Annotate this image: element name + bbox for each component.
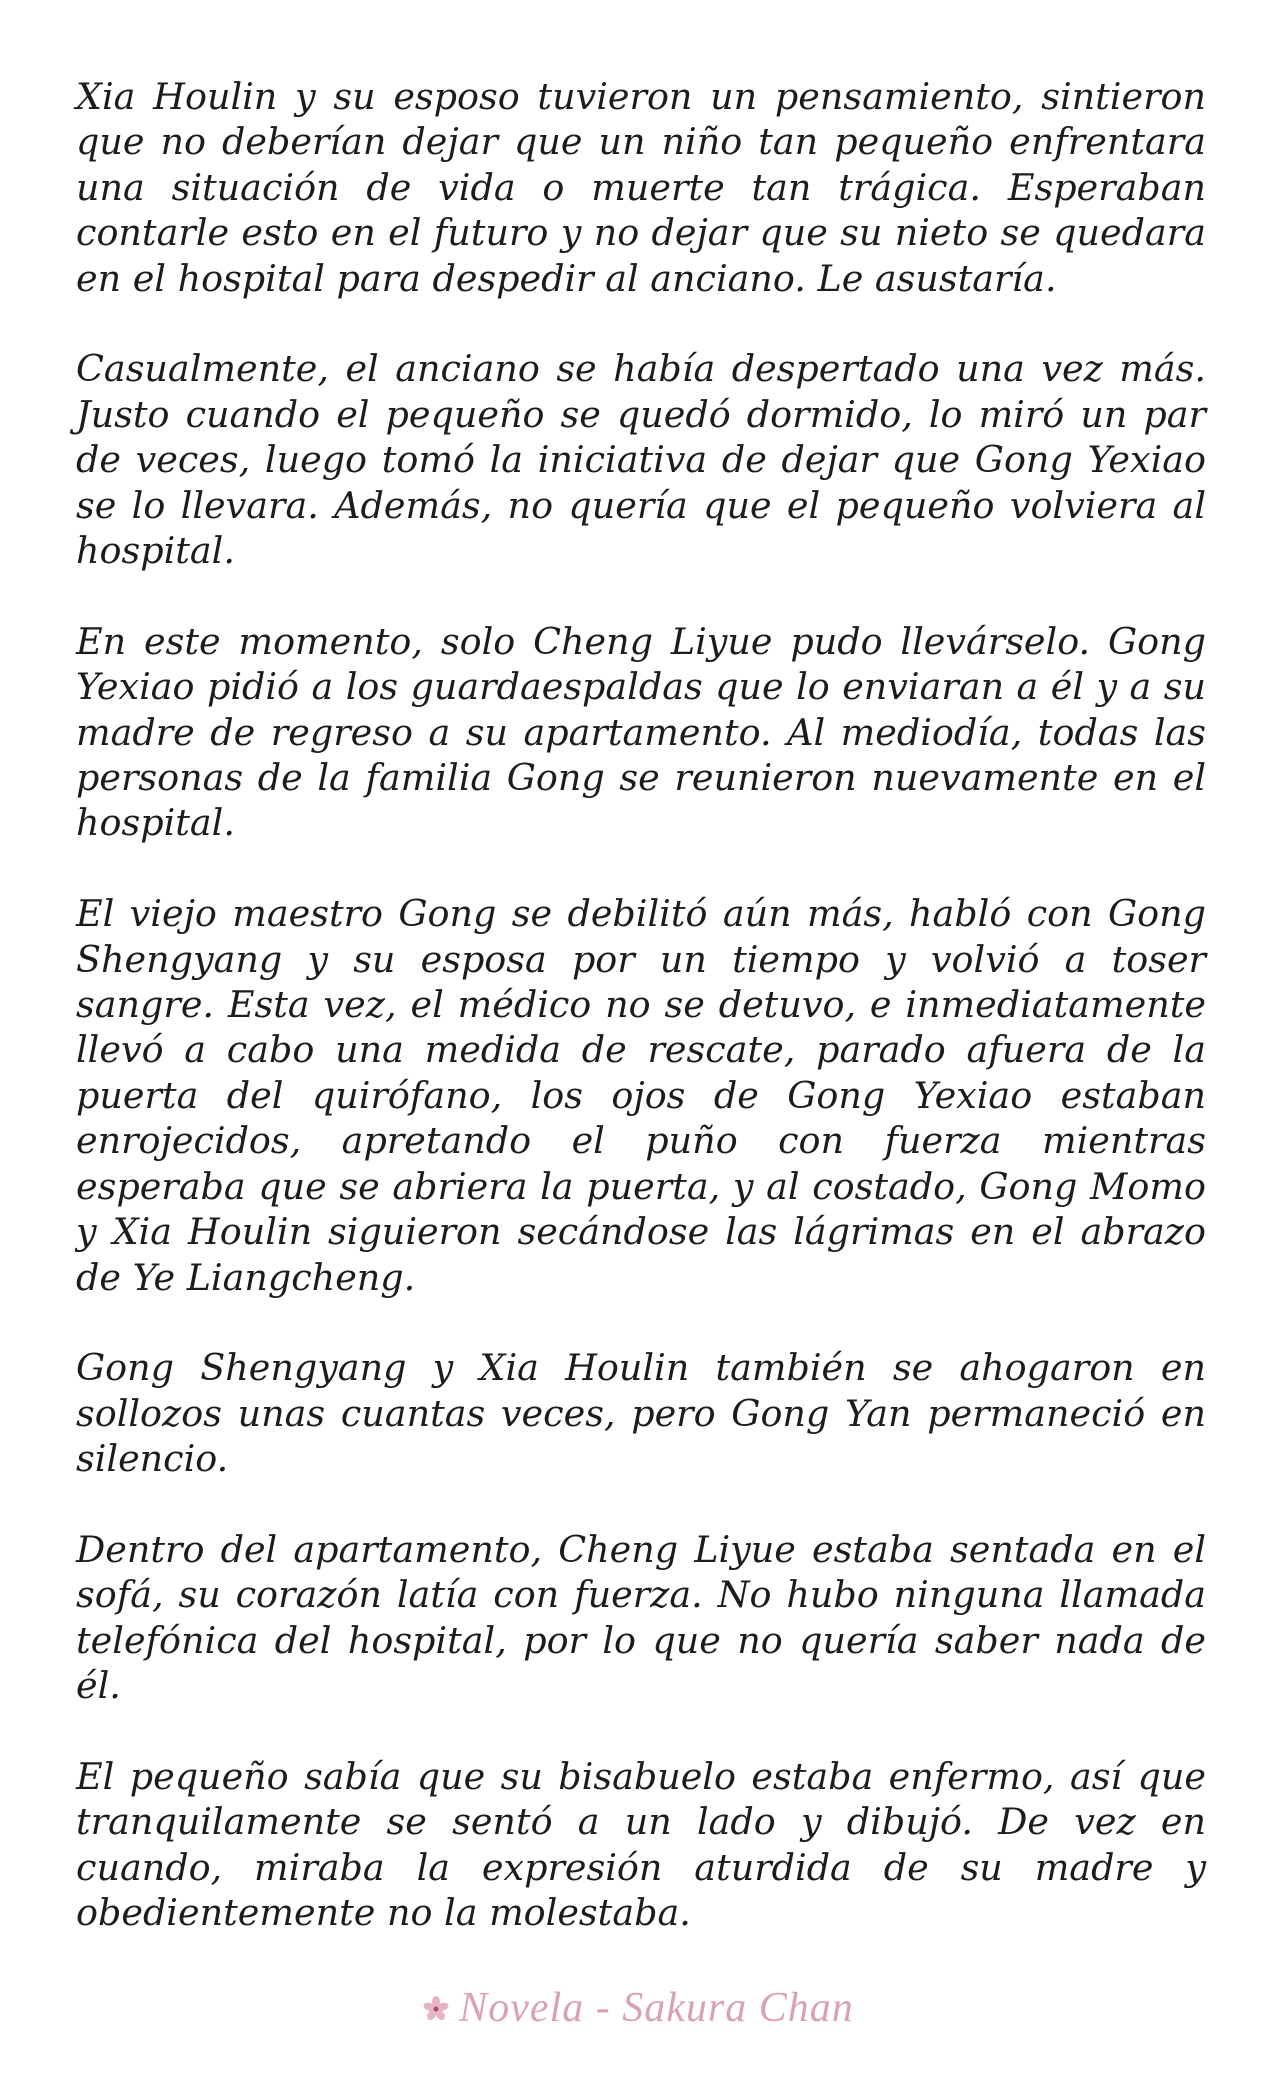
paragraph: Dentro del apartamento, Cheng Liyue estaba sentada en el sofá, su corazón latía con fuerza. No hubo ninguna llamada telefónica del hospital, por lo que no quería saber nada de él. <box>76 1527 1206 1708</box>
paragraph: En este momento, solo Cheng Liyue pudo llevárselo. Gong Yexiao pidió a los guardaespaldas que lo enviaran a él y a su madre de regreso a su apartamento. Al mediodía, todas las personas de la familia Gong se reunieron nuevamente en el hospital. <box>76 619 1206 845</box>
paragraph: Xia Houlin y su esposo tuvieron un pensamiento, sintieron que no deberían dejar que un niño tan pequeño enfrentara una situación de vida o muerte tan trágica. Esperaban contarle esto en el futuro y no dejar que su nieto se quedara en el hospital para despedir al anciano. Le asustaría. <box>76 75 1206 300</box>
paragraph: El pequeño sabía que su bisabuelo estaba enfermo, así que tranquilamente se sentó a un lado y dibujó. De vez en cuando, miraba la expresión aturdida de su madre y obedientemente no la molestaba. <box>76 1754 1206 1935</box>
paragraph: El viejo maestro Gong se debilitó aún más, habló con Gong Shengyang y su esposa por un tiempo y volvió a toser sangre. Esta vez, el médico no se detuvo, e inmediatamente llevó a cabo una medida de rescate, parado afuera de la puerta del quirófano, los ojos de Gong Yexiao estaban enrojecidos, apretando el puño con fuerza mientras esperaba que se abriera la puerta, y al costado, Gong Momo y Xia Houlin siguieron secándose las lágrimas en el abrazo de Ye Liangcheng. <box>76 892 1206 1299</box>
watermark-text: Novela - Sakura Chan <box>459 1985 854 2031</box>
paragraph: Casualmente, el anciano se había despertado una vez más. Justo cuando el pequeño se quedó dormido, lo miró un par de veces, luego tomó la iniciativa de dejar que Gong Yexiao se lo llevara. Además, no quería que el pequeño volviera al hospital. <box>76 347 1206 573</box>
document-body <box>76 74 1206 1936</box>
sakura-flower-icon <box>421 1986 451 2036</box>
paragraph: Gong Shengyang y Xia Houlin también se ahogaron en sollozos unas cuantas veces, pero Gong Yan permaneció en silencio. <box>76 1346 1206 1481</box>
watermark <box>0 1983 1275 2036</box>
